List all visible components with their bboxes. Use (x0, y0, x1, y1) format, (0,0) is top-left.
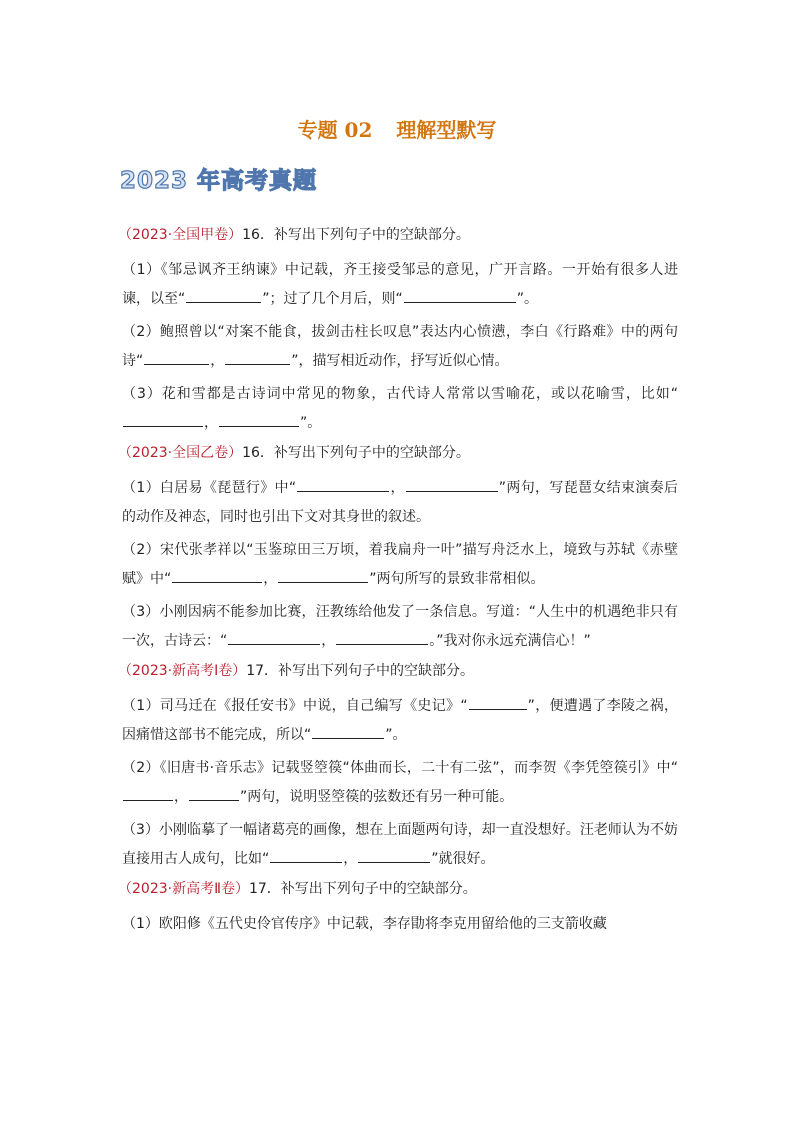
answer-blank[interactable] (297, 477, 389, 492)
question-text: ”两句，写琵琶女结束演奏后的动作及神态，同时也引出下文对其身世的叙述。 (122, 480, 679, 525)
title-topic-number: 专题 02 (297, 118, 373, 142)
question-text: （1）白居易《琵琶行》中“ (122, 480, 297, 496)
question-text: ”，便遭遇了李陵之祸，因痛惜这部书不能完成，所以“ (122, 698, 678, 743)
question-text: （1）《邹忌讽齐王纳谏》中记载，齐王接受邹忌的意见，广开言路。一开始有很多人进谏，以至“ (122, 262, 678, 307)
answer-blank[interactable] (172, 568, 262, 583)
question-item (122, 318, 678, 376)
answer-blank[interactable] (219, 412, 299, 427)
question-source (118, 878, 678, 900)
question-text: ， (343, 851, 358, 867)
answer-blank[interactable] (312, 724, 384, 739)
question-prompt: 17．补写出下列句子中的空缺部分。 (246, 663, 475, 679)
section-header: 2023 年高考真题 (120, 168, 318, 194)
question-text: ”。 (300, 415, 322, 431)
exam-source-tag: （2023·新高考Ⅱ卷） (118, 881, 249, 897)
question-text: ”。 (385, 727, 407, 743)
title-topic-name: 理解型默写 (396, 118, 497, 142)
question-source (118, 442, 678, 464)
question-item (122, 754, 678, 812)
question-text: ， (321, 633, 336, 649)
question-text: ， (204, 415, 218, 431)
question-text: ”两句，说明竖箜篌的弦数还有另一种可能。 (240, 789, 514, 805)
question-item (122, 256, 678, 314)
question-text: ， (174, 789, 188, 805)
question-prompt: 16．补写出下列句子中的空缺部分。 (242, 227, 470, 243)
answer-blank[interactable] (278, 568, 368, 583)
question-prompt: 17．补写出下列句子中的空缺部分。 (248, 881, 477, 897)
question-source (118, 660, 678, 682)
answer-blank[interactable] (406, 477, 498, 492)
question-text: ”。 (516, 291, 539, 307)
question-item (122, 474, 678, 532)
answer-blank[interactable] (228, 630, 320, 645)
answer-blank[interactable] (123, 412, 203, 427)
page-title (0, 114, 794, 143)
question-item (122, 380, 678, 438)
question-text: （1）欧阳修《五代史伶官传序》中记载，李存勖将李克用留给他的三支箭收藏 (122, 916, 607, 932)
question-text: ， (263, 571, 278, 587)
exam-source-tag: （2023·全国甲卷） (118, 227, 243, 243)
question-item (122, 598, 678, 656)
question-item (122, 910, 678, 939)
answer-blank[interactable] (270, 848, 342, 863)
question-text: 。”我对你永远充满信心！” (429, 633, 591, 649)
question-text: ”就很好。 (431, 851, 495, 867)
question-text: ”，描写相近动作，抒写近似心情。 (291, 353, 509, 369)
question-text: （2）《旧唐书·音乐志》记载竖箜篌“体曲而长，二十有二弦”，而李贺《李凭箜篌引》中“ (122, 760, 678, 776)
question-text: ”两句所写的景致非常相似。 (369, 571, 545, 587)
question-text: （3）花和雪都是古诗词中常见的物象，古代诗人常常以雪喻花，或以花喻雪，比如“ (122, 386, 678, 402)
answer-blank[interactable] (404, 288, 516, 303)
answer-blank[interactable] (469, 695, 527, 710)
question-text: （2）鲍照曾以“对案不能食，拔剑击柱长叹息”表达内心愤懑，李白《行路难》中的两句诗“ (122, 324, 678, 369)
exam-source-tag: （2023·全国乙卷） (118, 445, 243, 461)
question-text: ， (210, 353, 225, 369)
question-item (122, 692, 678, 750)
answer-blank[interactable] (336, 630, 428, 645)
question-prompt: 16．补写出下列句子中的空缺部分。 (242, 445, 470, 461)
answer-blank[interactable] (189, 786, 239, 801)
answer-blank[interactable] (225, 350, 290, 365)
exam-source-tag: （2023·新高考Ⅰ卷） (118, 663, 247, 679)
answer-blank[interactable] (186, 288, 261, 303)
answer-blank[interactable] (123, 786, 173, 801)
question-source (118, 224, 678, 246)
question-item (122, 536, 678, 594)
answer-blank[interactable] (144, 350, 209, 365)
question-text: （3）小刚因病不能参加比赛，汪教练给他发了一条信息。写道：“人生中的机遇绝非只有一次，古诗云：“ (122, 604, 678, 649)
question-text: （1）司马迁在《报任安书》中说，自己编写《史记》“ (122, 698, 468, 714)
question-list (118, 224, 679, 943)
question-item (122, 816, 678, 874)
question-text: （3）小刚临摹了一幅诸葛亮的画像，想在上面题两句诗，却一直没想好。汪老师认为不妨直接用古人成句，比如“ (122, 822, 678, 867)
answer-blank[interactable] (358, 848, 430, 863)
question-text: ”；过了几个月后，则“ (262, 291, 403, 307)
question-text: （2）宋代张孝祥以“玉鉴琼田三万顷，着我扁舟一叶”描写舟泛水上，境致与苏轼《赤壁赋》中“ (122, 542, 678, 587)
question-text: ， (390, 480, 405, 496)
